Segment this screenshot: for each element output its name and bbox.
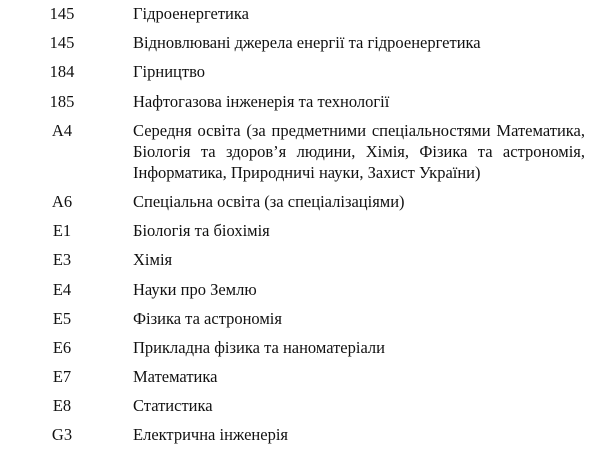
specialty-code: A6 — [51, 191, 73, 211]
specialty-list — [0, 3, 600, 454]
list-item — [0, 337, 600, 358]
specialty-name: Нафтогазова інженерія та технології — [133, 91, 390, 111]
list-item — [0, 120, 600, 183]
specialty-code: E5 — [52, 308, 72, 328]
specialty-code: 185 — [49, 91, 75, 111]
specialty-name: Науки про Землю — [133, 279, 257, 299]
list-item — [0, 395, 600, 416]
specialty-name: Середня освіта (за предметними спеціальностями Математика, Біологія та здоров’я людини, Хімія, Фізика та астрономія, Інформатика, Природничі науки, Захист України) — [133, 120, 585, 182]
specialty-name: Гірництво — [133, 62, 206, 82]
specialty-name: Гідроенергетика — [133, 4, 249, 23]
list-item — [0, 366, 600, 387]
specialty-name: Фізика та астрономія — [133, 308, 282, 328]
list-item — [0, 424, 600, 445]
specialty-code: E7 — [52, 367, 72, 387]
list-item — [0, 91, 600, 112]
specialty-code: E4 — [52, 279, 72, 299]
list-item — [0, 279, 600, 300]
specialty-name: Електрична інженерія — [133, 425, 289, 445]
list-item — [0, 308, 600, 329]
specialty-name: Біологія та біохімія — [133, 221, 270, 241]
specialty-name: Статистика — [133, 396, 213, 416]
specialty-code: 145 — [49, 4, 75, 23]
specialty-name: Спеціальна освіта (за спеціалізаціями) — [133, 191, 405, 211]
list-item — [0, 220, 600, 241]
specialty-name: Математика — [133, 367, 218, 387]
specialty-code: E1 — [52, 221, 72, 241]
specialty-code: G3 — [51, 425, 73, 445]
list-item — [0, 3, 600, 24]
list-item — [0, 249, 600, 270]
specialty-code: A4 — [51, 120, 73, 140]
list-item — [0, 61, 600, 82]
list-item — [0, 32, 600, 53]
specialty-name: Відновлювані джерела енергії та гідроенергетика — [133, 33, 481, 53]
specialty-code: E6 — [52, 337, 72, 357]
specialty-code: 145 — [49, 33, 75, 53]
list-item — [0, 191, 600, 212]
specialty-code: E8 — [52, 396, 72, 416]
specialty-code: 184 — [49, 62, 75, 82]
specialty-name: Хімія — [133, 250, 173, 270]
specialty-name: Прикладна фізика та наноматеріали — [133, 337, 385, 357]
specialty-code: E3 — [52, 250, 72, 270]
